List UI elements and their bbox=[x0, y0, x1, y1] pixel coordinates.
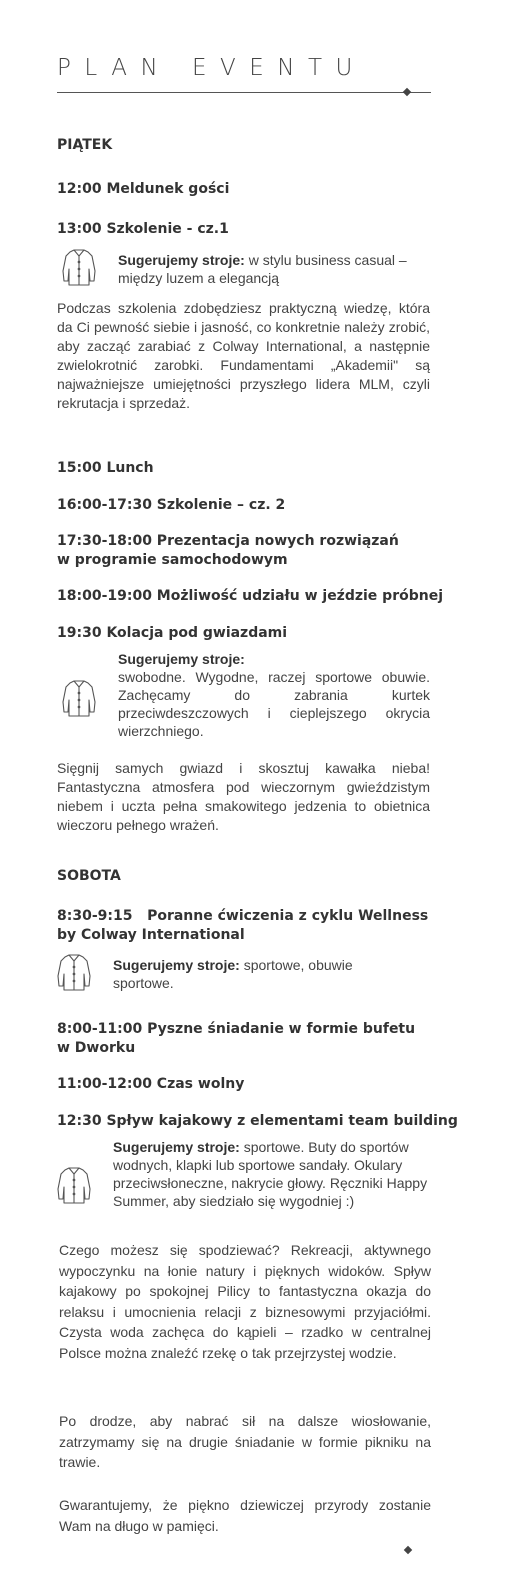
dress-code-label: Sugerujemy stroje: bbox=[113, 957, 240, 973]
event-training-2: 16:00-17:30 Szkolenie – cz. 2 bbox=[57, 497, 286, 513]
dress-code-training bbox=[118, 251, 430, 287]
event-breakfast-line2: w Dworku bbox=[57, 1040, 136, 1056]
dress-code-kayaking bbox=[113, 1138, 431, 1210]
event-checkin: 12:00 Meldunek gości bbox=[57, 181, 230, 197]
dress-code-label: Sugerujemy stroje: bbox=[118, 252, 245, 268]
event-lunch: 15:00 Lunch bbox=[57, 460, 154, 476]
day-heading-saturday: SOBOTA bbox=[57, 868, 121, 884]
event-kayaking: 12:30 Spływ kajakowy z elementami team building bbox=[57, 1113, 458, 1129]
dress-code-text: sportowe. Buty do sportów wodnych, klapki lub sportowe sandały. Okulary przeciwsłoneczne, nakrycie głowy. Ręczniki Happy Summer, aby siedziało się wygodniej :) bbox=[113, 1139, 428, 1209]
dress-code-dinner-text: swobodne. Wygodne, raczej sportowe obuwie. Zachęcamy do zabrania kurtek przeciwdeszczowych i cieplejszego okrycia wierzchniego. bbox=[118, 669, 430, 739]
day-heading-friday: PIĄTEK bbox=[57, 137, 113, 153]
event-training-1: 13:00 Szkolenie - cz.1 bbox=[57, 221, 229, 237]
dress-code-label: Sugerujemy stroje: bbox=[118, 651, 245, 667]
shirt-icon bbox=[60, 678, 98, 718]
event-breakfast bbox=[57, 1020, 415, 1058]
event-morning-exercise-line2: by Colway International bbox=[57, 927, 245, 943]
shirt-icon bbox=[60, 247, 98, 287]
event-free-time: 11:00-12:00 Czas wolny bbox=[57, 1076, 245, 1092]
diamond-ornament-top bbox=[403, 88, 411, 96]
diamond-ornament-bottom bbox=[404, 1546, 412, 1554]
event-presentation-line2: w programie samochodowym bbox=[57, 552, 288, 568]
event-presentation bbox=[57, 532, 399, 570]
description-picnic: Po drodze, aby nabrać sił na dalsze wiosłowanie, zatrzymamy się na drugie śniadanie w formie pikniku na trawie. bbox=[59, 1413, 431, 1470]
shirt-icon bbox=[55, 952, 93, 992]
event-dinner: 19:30 Kolacja pod gwiazdami bbox=[57, 625, 288, 641]
description-dinner: Sięgnij samych gwiazd i skosztuj kawałka nieba! Fantastyczna atmosfera pod wieczornym gwieździstym niebem i uczta pełna smakowitego jedzenia to obietnica wieczoru pełnego wrażeń. bbox=[57, 760, 430, 833]
shirt-icon bbox=[55, 1165, 93, 1205]
description-kayaking: Czego możesz się spodziewać? Rekreacji, aktywnego wypoczynku na łonie natury i pięknych widoków. Spływ kajakowy po spokojnej Pilicy to fantastyczna okazja do relaksu i umocnienia relacji z biznesowymi przyjaciółmi. Czysta woda zachęca do kąpieli – rzadko w centralnej Polsce można znaleźć rzekę o tak przejrzystej wodzie. bbox=[59, 1242, 431, 1361]
dress-code-text: w stylu business casual – między luzem a elegancją bbox=[118, 252, 407, 286]
event-presentation-line1: 17:30-18:00 Prezentacja nowych rozwiązań bbox=[57, 533, 399, 549]
event-test-drive: 18:00-19:00 Możliwość udziału w jeździe próbnej bbox=[57, 588, 443, 604]
event-morning-exercise bbox=[57, 907, 428, 945]
dress-code-text: sportowe, obuwie sportowe. bbox=[113, 957, 353, 991]
dress-code-dinner-label bbox=[118, 650, 245, 668]
dress-code-exercise bbox=[113, 956, 403, 992]
dress-code-label: Sugerujemy stroje: bbox=[113, 1139, 240, 1155]
title-rule bbox=[57, 92, 431, 93]
description-training: Podczas szkolenia zdobędziesz praktyczną wiedzę, która da Ci pewność siebie i jasność, co konkretnie należy zrobić, aby zacząć zarabiać z Colway International, a następnie zwielokrotnić zarobki. Fundamentami „Akademii" są najważniejsze umiejętności przyszłego lidera MLM, czyli rekrutacja i sprzedaż. bbox=[57, 300, 430, 411]
event-breakfast-line1: 8:00-11:00 Pyszne śniadanie w formie bufetu bbox=[57, 1021, 416, 1037]
page-title: PLAN EVENTU bbox=[57, 55, 366, 81]
description-nature: Gwarantujemy, że piękno dziewiczej przyrody zostanie Wam na długo w pamięci. bbox=[59, 1497, 431, 1534]
event-morning-exercise-line1: 8:30-9:15 Poranne ćwiczenia z cyklu Wellness bbox=[57, 908, 429, 924]
